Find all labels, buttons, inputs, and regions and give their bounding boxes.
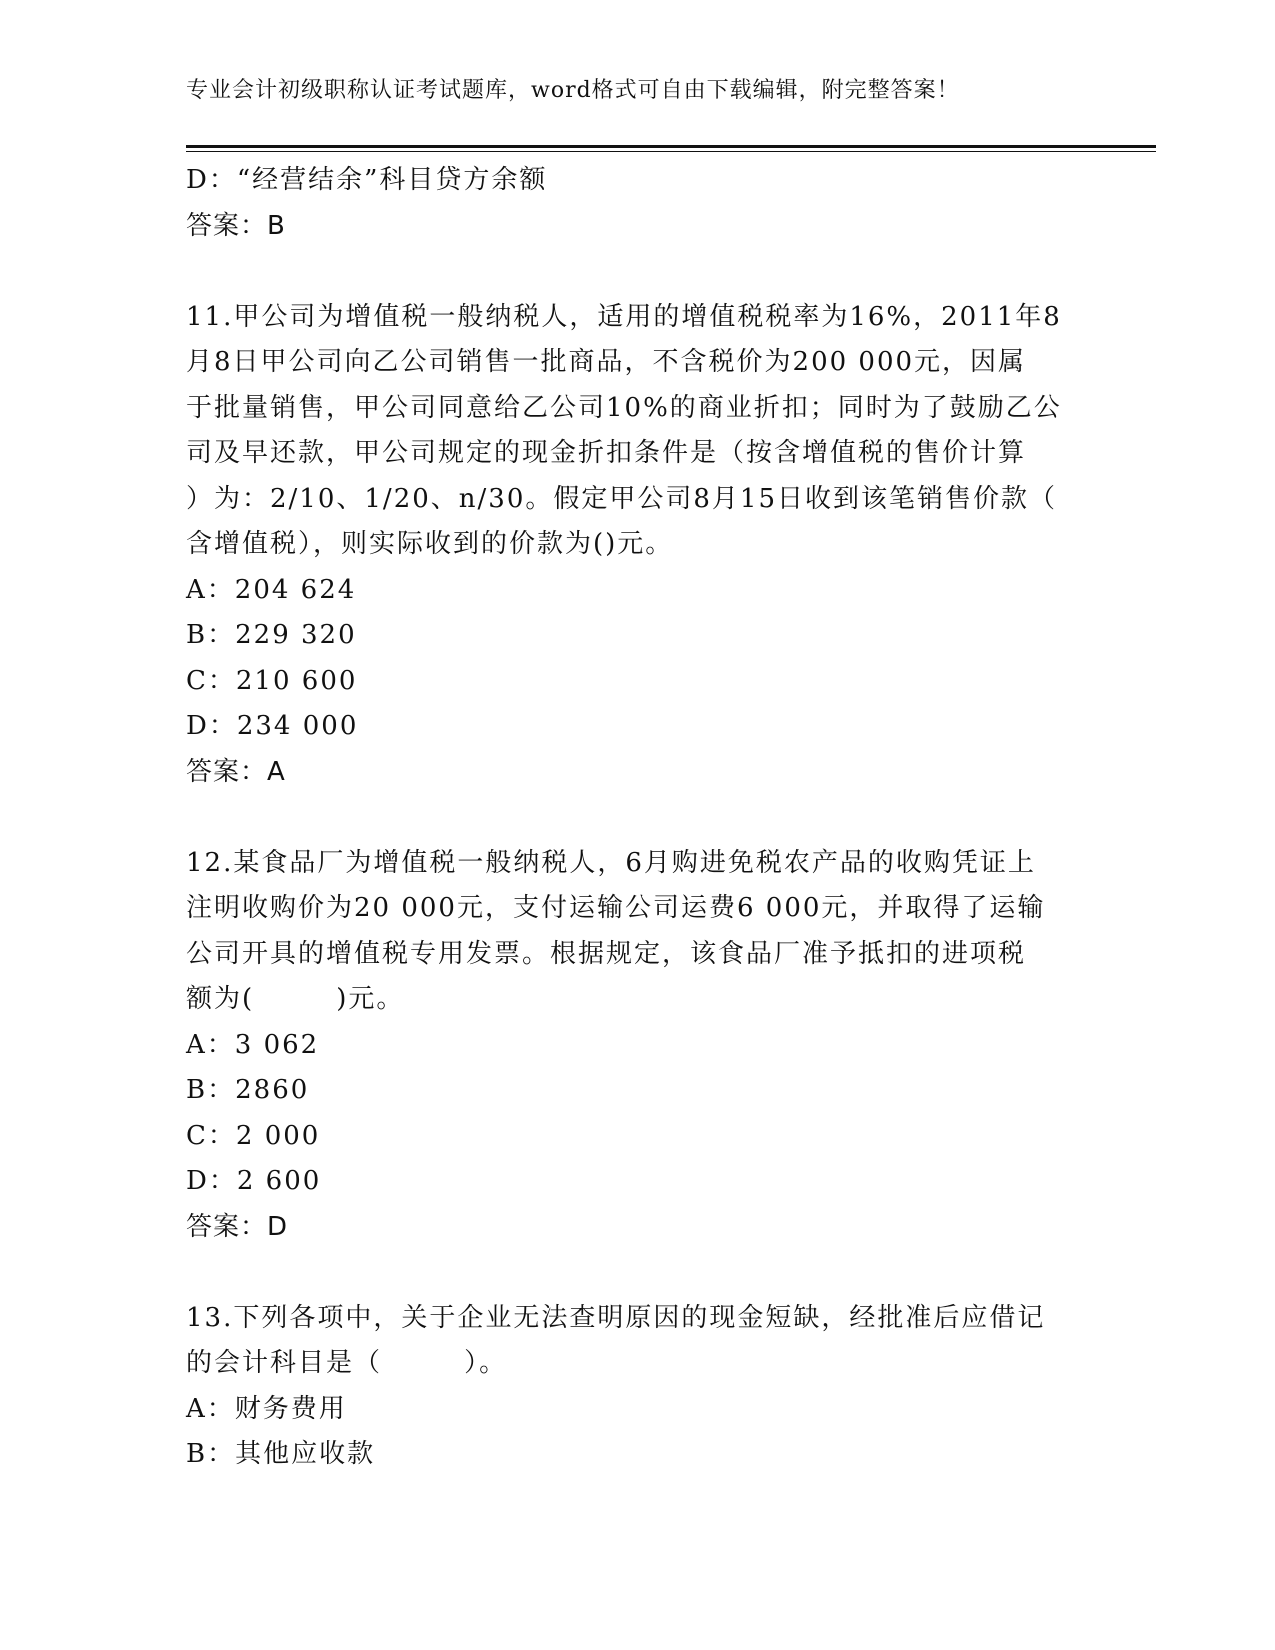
prev-answer: 答案：B [186, 210, 286, 241]
q13-option-b: B：其他应收款 [186, 1439, 376, 1469]
q11-option-d: D：234 000 [186, 711, 359, 741]
q11-text-line: ）为：2/10、1/20、n/30。假定甲公司8月15日收到该笔销售价款（ [186, 483, 1057, 514]
q13-option-a: A：财务费用 [186, 1393, 347, 1424]
q11-option-b: B：229 320 [186, 620, 357, 650]
page-header: 专业会计初级职称认证考试题库，word格式可自由下载编辑，附完整答案！ [186, 78, 960, 103]
q11-answer: 答案：A [186, 756, 286, 787]
question-13 [186, 1296, 1086, 1478]
spacer [186, 795, 1086, 841]
q12-option-c: C：2 000 [186, 1120, 321, 1151]
q12-text-line: 公司开具的增值税专用发票。根据规定，该食品厂准予抵扣的进项税 [186, 938, 1027, 969]
q11-option-c: C：210 600 [186, 665, 358, 696]
q11-text-line: 含增值税），则实际收到的价款为()元。 [186, 529, 674, 559]
spacer [186, 249, 1086, 295]
q12-option-b: B：2860 [186, 1075, 310, 1105]
q12-text-line: 注明收购价为20 000元，支付运输公司运费6 000元，并取得了运输 [186, 893, 1046, 923]
spacer [186, 1250, 1086, 1296]
question-12 [186, 841, 1086, 1251]
q12-answer: 答案：D [186, 1211, 289, 1242]
q11-text-line: 月8日甲公司向乙公司销售一批商品，不含税价为200 000元，因属 [186, 347, 1027, 377]
header-rule-thick [186, 145, 1156, 148]
q11-option-a: A：204 624 [186, 574, 357, 605]
question-11 [186, 295, 1086, 796]
q13-text-line: 的会计科目是（ ）。 [186, 1348, 508, 1378]
q12-option-a: A：3 062 [186, 1029, 320, 1060]
header-rule-thin [186, 151, 1156, 152]
q12-text-line: 12.某食品厂为增值税一般纳税人，6月购进免税农产品的收购凭证上 [186, 847, 1036, 878]
q11-text-line: 11.甲公司为增值税一般纳税人，适用的增值税税率为16%，2011年8 [186, 301, 1062, 332]
q11-text-line: 于批量销售，甲公司同意给乙公司10%的商业折扣；同时为了鼓励乙公 [186, 392, 1062, 423]
q13-text-line: 13.下列各项中，关于企业无法查明原因的现金短缺，经批准后应借记 [186, 1302, 1046, 1333]
prev-option-d: D：“经营结余”科目贷方余额 [186, 165, 548, 195]
q11-text-line: 司及早还款，甲公司规定的现金折扣条件是（按含增值税的售价计算 [186, 438, 1027, 468]
q12-option-d: D：2 600 [186, 1166, 322, 1196]
q12-text-line: 额为( )元。 [186, 984, 405, 1014]
document-body [186, 158, 1086, 1478]
